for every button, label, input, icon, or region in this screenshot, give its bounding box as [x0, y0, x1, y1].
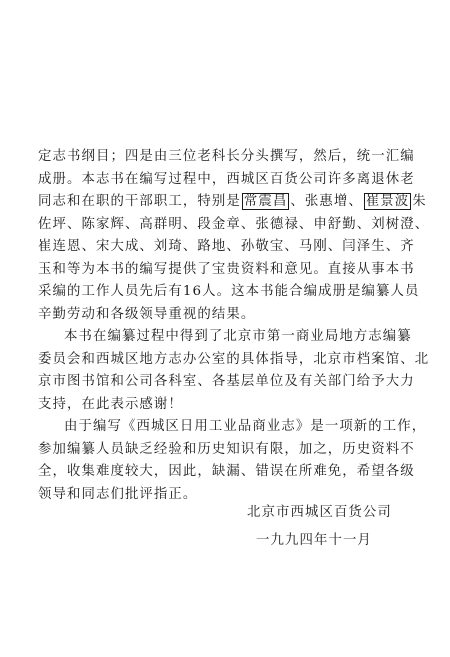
text-segment: 同志和在职的干部职工，特别是 — [38, 194, 241, 209]
text-segment: 朱 — [412, 194, 427, 209]
text-segment: 、张惠增、 — [290, 194, 363, 209]
text-line: 玉和等为本书的编写提供了宝贵资料和意见。直接从事本书 — [38, 261, 415, 277]
signature-date: 一九九四年十一月 — [256, 533, 372, 548]
text-line: 佐坪、陈家辉、高群明、段金章、张德禄、申舒勤、刘树澄、 — [38, 216, 430, 232]
text-line: 京市图书馆和公司各科室、各基层单位及有关部门给予大力 — [38, 374, 415, 389]
text-line: 定志书纲目；四是由三位老科长分头撰写，然后，统一汇编 — [38, 149, 415, 164]
preface-body — [38, 146, 430, 506]
text-line — [38, 191, 427, 214]
boxed-name: 崔景波 — [365, 194, 410, 209]
text-line: 本书在编纂过程中得到了北京市第一商业局地方志编纂 — [64, 329, 412, 344]
text-line: 参加编纂人员缺乏经验和历史知识有限，加之，历史资料不 — [38, 441, 415, 457]
text-line: 采编的工作人员先后有16人。这本书能合编成册是编纂人员 — [38, 284, 420, 299]
signature-organization: 北京市西城区百货公司 — [247, 505, 392, 520]
text-line: 支持，在此表示感谢！ — [38, 396, 183, 412]
text-line: 辛勤劳动和各级领导重视的结果。 — [38, 306, 256, 322]
boxed-name: 常震昌 — [243, 194, 288, 209]
text-line: 领导和同志们批评指正。 — [38, 486, 198, 502]
text-line: 全，收集难度较大，因此，缺漏、错误在所难免，希望各级 — [38, 464, 415, 479]
text-line: 成册。本志书在编写过程中，西城区百货公司许多离退休老 — [38, 171, 415, 187]
text-line: 由于编写《西城区日用工业品商业志》是一项新的工作， — [64, 419, 427, 434]
text-line: 崔连恩、宋大成、刘琦、路地、孙敬宝、马刚、闫泽生、齐 — [38, 239, 415, 254]
text-line: 委员会和西城区地方志办公室的具体指导，北京市档案馆、北 — [38, 351, 430, 367]
